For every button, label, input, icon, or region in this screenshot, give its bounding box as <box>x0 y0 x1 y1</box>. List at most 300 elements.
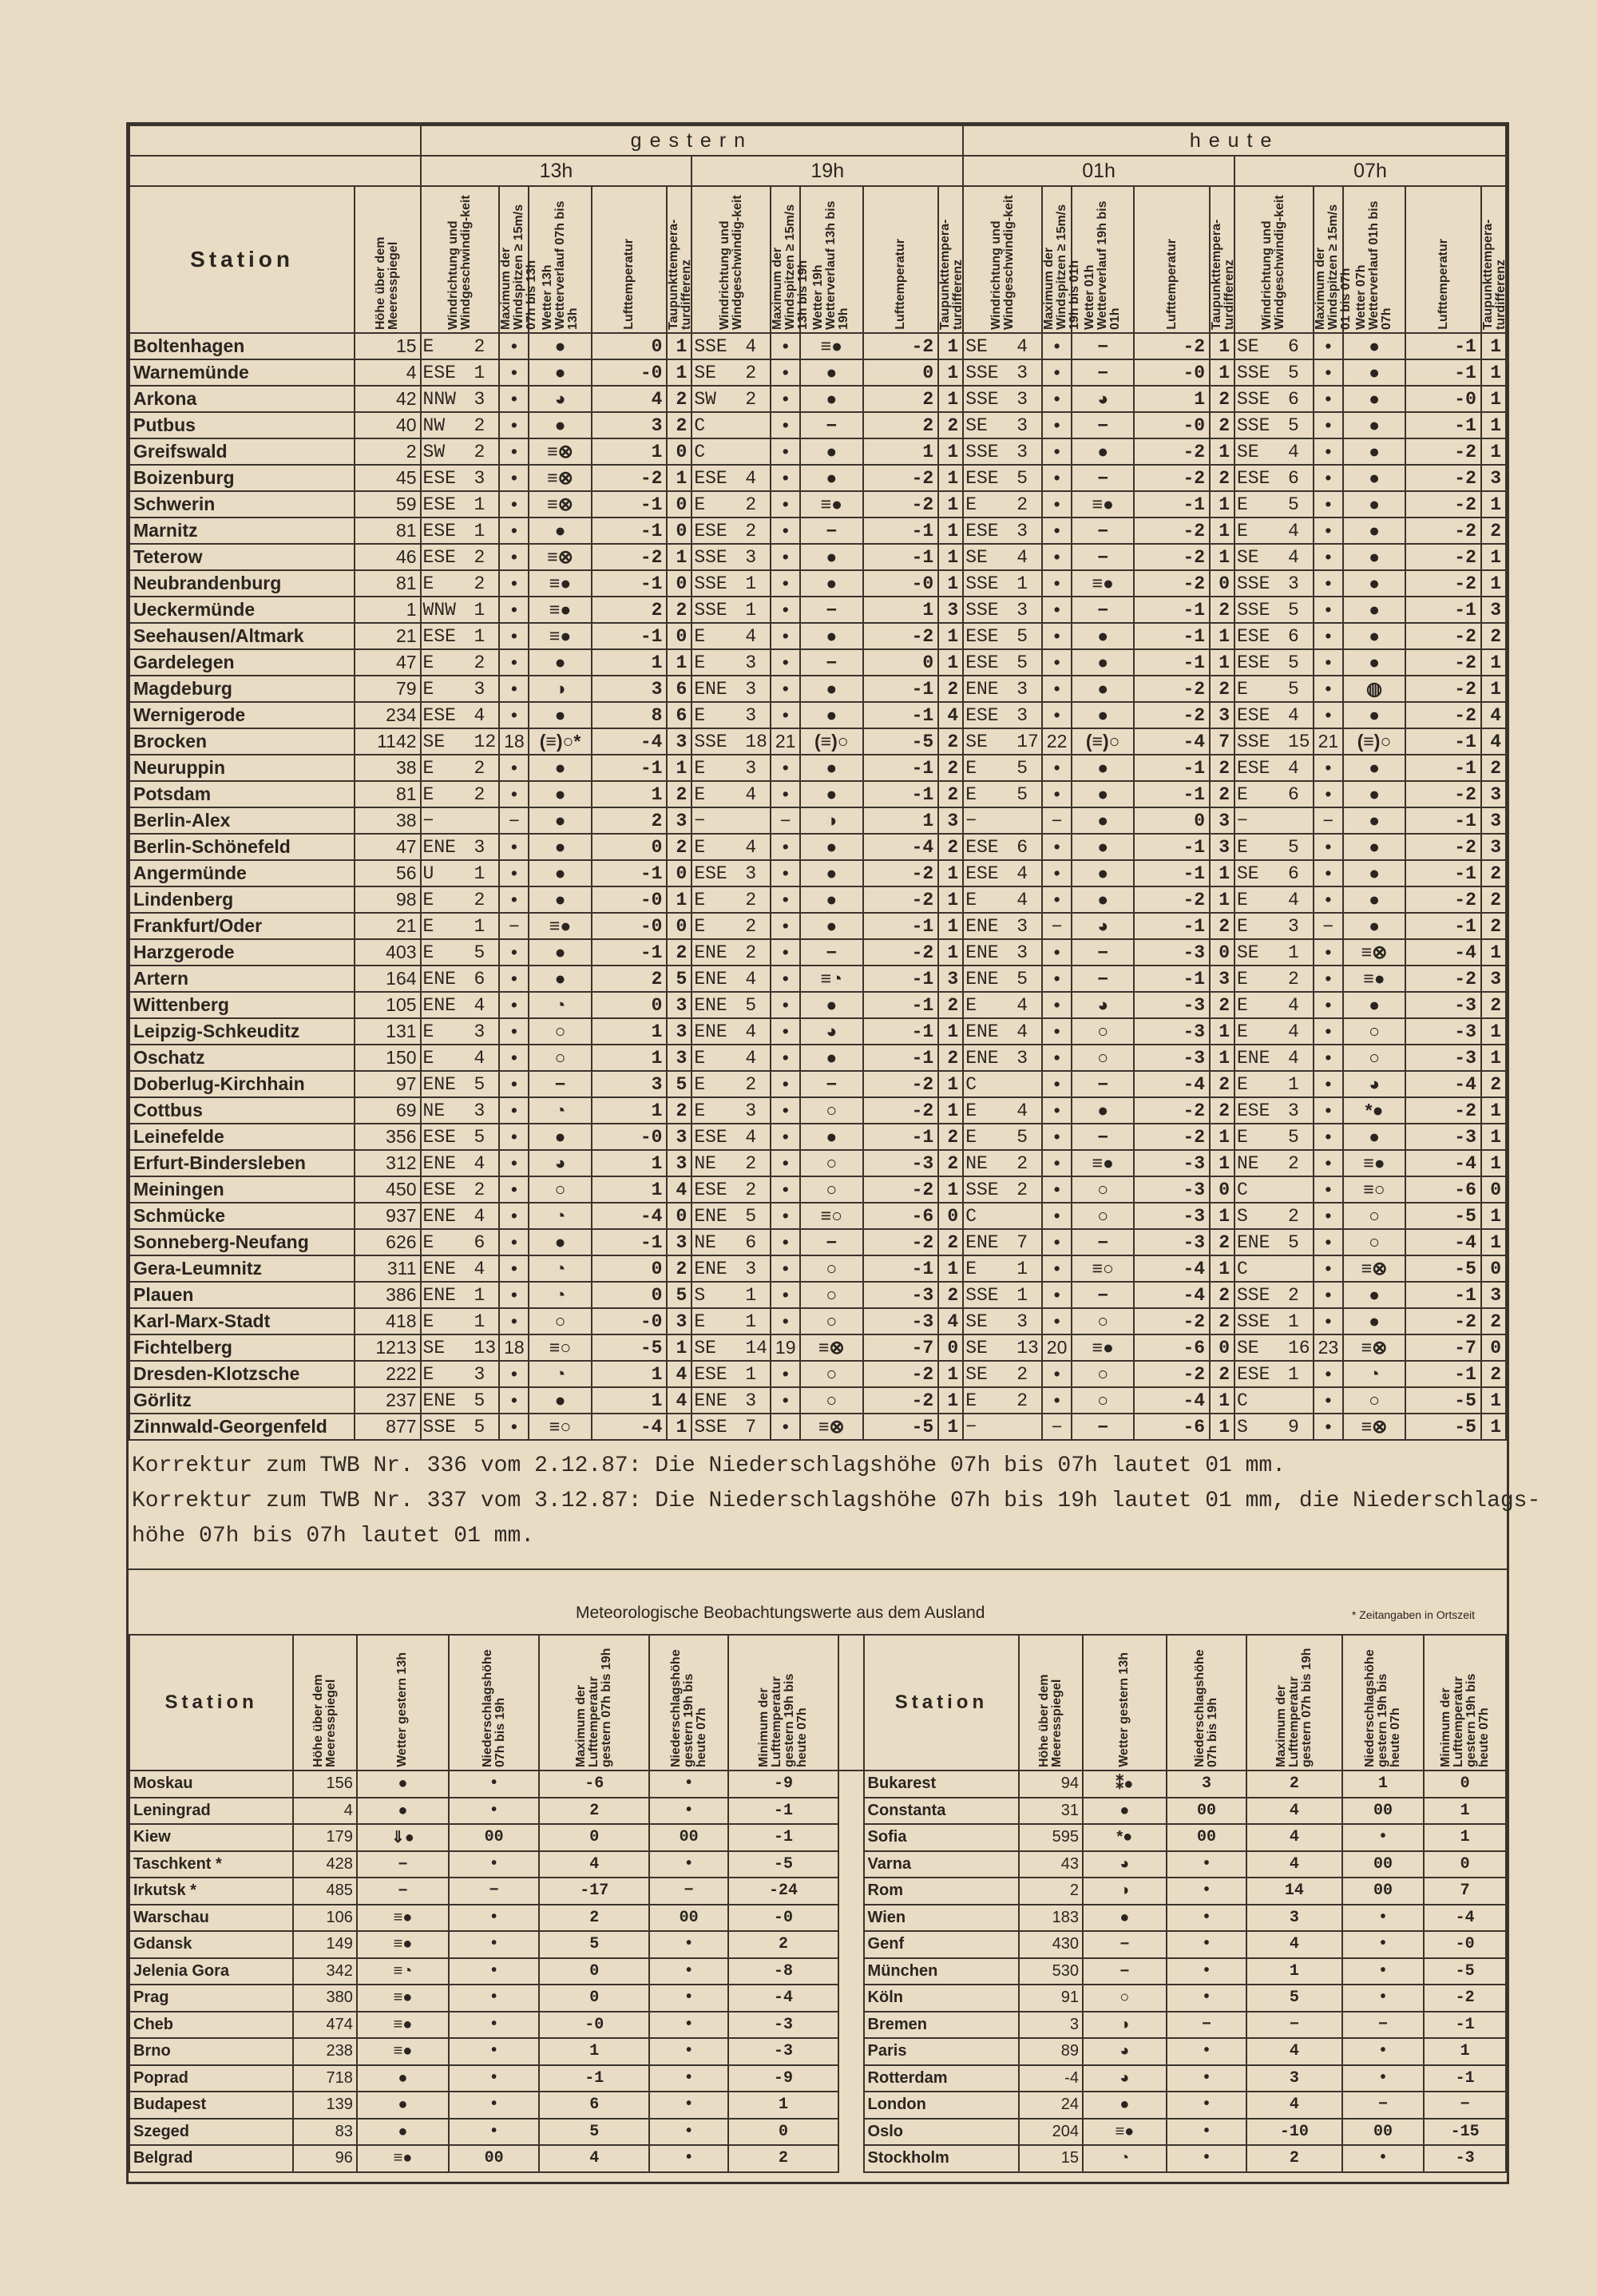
dewpoint-difference: 1 <box>938 913 963 939</box>
wind-cell <box>692 517 771 544</box>
wind-cell <box>1234 412 1314 438</box>
wind-speed: 4 <box>474 994 485 1016</box>
dewpoint-difference: 1 <box>1210 623 1234 649</box>
time-header-07h: 07h <box>1234 156 1506 186</box>
wind-cell <box>692 1150 771 1176</box>
gust-max: • <box>1042 1018 1072 1045</box>
dewpoint-difference: 2 <box>1481 886 1506 913</box>
intl-weather-symbol: ≡◔ <box>357 1958 449 1985</box>
dewpoint-difference: 0 <box>1210 1176 1234 1203</box>
wind-cell <box>421 597 500 623</box>
station-name: Berlin-Schönefeld <box>129 834 355 860</box>
column-gap <box>838 1931 863 1958</box>
gust-max: • <box>1042 860 1072 886</box>
intl-precip-day: • <box>1167 2119 1247 2146</box>
wind-direction: SSE <box>694 573 727 594</box>
dewpoint-difference: 1 <box>938 1018 963 1045</box>
gust-max: • <box>1314 1414 1343 1440</box>
intl-weather-symbol: ● <box>357 2065 449 2092</box>
weather-symbol: − <box>1072 1229 1134 1255</box>
wind-direction: ENE <box>1237 1047 1270 1069</box>
intl-precip-day: • <box>449 1931 539 1958</box>
air-temperature: -3 <box>1134 1229 1210 1255</box>
station-name: Harzgerode <box>129 939 355 966</box>
wind-speed: 2 <box>474 1179 485 1200</box>
wind-cell <box>963 1334 1042 1361</box>
air-temperature: -6 <box>1405 1176 1481 1203</box>
gust-max: • <box>771 412 800 438</box>
column-gap <box>838 1985 863 2012</box>
gust-max: • <box>771 1071 800 1097</box>
weather-symbol: ≡● <box>1072 570 1134 597</box>
wind-direction: S <box>1237 1205 1248 1227</box>
wind-cell <box>692 939 771 966</box>
wind-direction: E <box>1237 889 1248 910</box>
wind-direction: ENE <box>694 678 727 700</box>
intl-precip-day: 00 <box>1167 1824 1247 1851</box>
station-row <box>129 1387 1506 1414</box>
wind-direction: ESE <box>1237 652 1270 673</box>
intl-station-name: Brno <box>129 2038 293 2065</box>
station-height: 386 <box>355 1282 420 1308</box>
gust-max: • <box>499 1282 529 1308</box>
wind-direction: SE <box>1237 335 1259 357</box>
dewpoint-difference: 2 <box>667 939 692 966</box>
weather-symbol: ● <box>1072 781 1134 807</box>
wind-cell <box>1234 939 1314 966</box>
gust-max: • <box>1314 676 1343 702</box>
station-height: 164 <box>355 966 420 992</box>
wind-speed: 4 <box>1016 1100 1028 1121</box>
wind-cell <box>963 1097 1042 1124</box>
wind-speed: 5 <box>1288 1231 1299 1253</box>
wind-cell <box>421 623 500 649</box>
station-name: Cottbus <box>129 1097 355 1124</box>
wind-direction: E <box>694 889 706 910</box>
wind-speed: 1 <box>474 494 485 515</box>
wind-direction: ENE <box>965 942 999 963</box>
wind-cell <box>1234 1018 1314 1045</box>
air-temperature: -1 <box>1134 781 1210 807</box>
dewpoint-difference: 3 <box>1481 465 1506 491</box>
wind-direction: SSE <box>694 731 727 752</box>
intl-precip-night: • <box>649 1798 727 1825</box>
air-temperature: -2 <box>1134 1308 1210 1334</box>
dewpoint-difference: 3 <box>667 1045 692 1071</box>
dewpoint-difference: 2 <box>1210 676 1234 702</box>
wind-cell <box>1234 1334 1314 1361</box>
dewpoint-difference: 1 <box>667 544 692 570</box>
dewpoint-difference: 1 <box>1210 544 1234 570</box>
wind-cell <box>963 544 1042 570</box>
gust-max: • <box>499 1176 529 1203</box>
intl-station-name: Jelenia Gora <box>129 1958 293 1985</box>
wind-speed: 2 <box>745 1179 757 1200</box>
wind-speed: 2 <box>474 889 485 910</box>
gust-max: • <box>499 1255 529 1282</box>
wind-direction: ESE <box>422 1179 456 1200</box>
wind-speed: 4 <box>1016 994 1028 1016</box>
wind-speed: 4 <box>1016 335 1028 357</box>
station-row <box>129 966 1506 992</box>
intl-station-height: 183 <box>1019 1905 1083 1932</box>
dewpoint-difference: 2 <box>938 1045 963 1071</box>
gust-07h-header: Maximum der Windspitzen ≥ 15m/s 01 bis 07h <box>1314 186 1343 333</box>
dewpoint-difference: 2 <box>1210 1308 1234 1334</box>
wind-speed: 6 <box>1288 467 1299 489</box>
wind-speed: 6 <box>1288 862 1299 884</box>
wind-cell <box>692 834 771 860</box>
gust-max: − <box>1314 913 1343 939</box>
wind-cell <box>1234 465 1314 491</box>
gust-max: • <box>1042 676 1072 702</box>
weather-symbol: ● <box>529 807 591 834</box>
air-temperature: -2 <box>1405 491 1481 517</box>
wind-cell <box>1234 1282 1314 1308</box>
air-temperature: -2 <box>1405 570 1481 597</box>
wind-cell <box>421 333 500 359</box>
wind-speed: 1 <box>745 1363 757 1385</box>
dewpoint-difference: 2 <box>1210 1097 1234 1124</box>
gust-max: • <box>1314 544 1343 570</box>
wind-direction: E <box>694 915 706 937</box>
gust-max: • <box>499 597 529 623</box>
weather-symbol: ◑ <box>800 807 862 834</box>
dewpoint-difference: 1 <box>1481 438 1506 465</box>
wind-speed: 5 <box>474 1416 485 1437</box>
wind-speed: 2 <box>745 1152 757 1174</box>
air-temperature: -0 <box>1134 412 1210 438</box>
wind-direction: E <box>1237 520 1248 541</box>
wind-direction: ENE <box>694 1021 727 1042</box>
station-name: Gardelegen <box>129 649 355 676</box>
weather-symbol: ≡● <box>1072 1334 1134 1361</box>
wind-cell <box>421 1282 500 1308</box>
dewpoint-difference: 4 <box>667 1176 692 1203</box>
station-name: Berlin-Alex <box>129 807 355 834</box>
wind-direction: ESE <box>1237 1100 1270 1121</box>
air-temperature: -1 <box>863 517 939 544</box>
weather-symbol: ● <box>529 1229 591 1255</box>
weather-symbol: − <box>1072 359 1134 386</box>
intl-max-temp: 3 <box>1246 1905 1341 1932</box>
air-temperature: 1 <box>592 1045 668 1071</box>
wind-speed: 4 <box>1016 546 1028 568</box>
wind-speed: 2 <box>474 335 485 357</box>
dewpoint-difference: 1 <box>1481 544 1506 570</box>
dewpoint-difference: 1 <box>938 886 963 913</box>
wind-cell <box>421 1045 500 1071</box>
air-temperature: -4 <box>1405 939 1481 966</box>
station-row <box>129 438 1506 465</box>
air-temperature: -2 <box>1134 676 1210 702</box>
wind-speed: 3 <box>474 1363 485 1385</box>
gust-max: • <box>499 1045 529 1071</box>
intl-precip-night: • <box>649 2038 727 2065</box>
wind-direction: SSE <box>1237 388 1270 410</box>
dewpoint-difference: 1 <box>1481 1150 1506 1176</box>
station-name: Neuruppin <box>129 755 355 781</box>
dewpoint-difference: 1 <box>938 860 963 886</box>
wind-speed: 2 <box>474 783 485 805</box>
wind-direction: ESE <box>965 652 999 673</box>
weather-symbol: ● <box>1343 359 1405 386</box>
intl-min-temp: -3 <box>728 2012 838 2039</box>
air-temperature: -2 <box>1134 465 1210 491</box>
intl-precip-night: − <box>649 1878 727 1905</box>
wind-speed: 5 <box>1016 467 1028 489</box>
wind-direction: C <box>1237 1390 1248 1411</box>
station-row <box>129 728 1506 755</box>
intl-weather-symbol: − <box>1083 1958 1167 1985</box>
intl-min-temp: -2 <box>1424 1985 1506 2012</box>
wind-speed: 13 <box>474 1337 497 1358</box>
wind-speed: 6 <box>1288 783 1299 805</box>
dewpoint-difference: 2 <box>938 676 963 702</box>
station-name: Neubrandenburg <box>129 570 355 597</box>
dewpoint-difference: 2 <box>667 1097 692 1124</box>
weather-symbol: ◔ <box>529 992 591 1018</box>
weather-symbol: ● <box>1072 860 1134 886</box>
intl-weather-symbol: ◑ <box>1083 2012 1167 2039</box>
intl-max-temp: 4 <box>1246 1824 1341 1851</box>
wind-cell <box>1234 491 1314 517</box>
weather-symbol: ● <box>1343 649 1405 676</box>
dewpoint-difference: 1 <box>938 386 963 412</box>
dewpoint-difference: 2 <box>1481 913 1506 939</box>
weather-symbol: ● <box>800 438 862 465</box>
station-name: Leinefelde <box>129 1124 355 1150</box>
intl-weather-symbol: ≡● <box>357 1905 449 1932</box>
wind-speed: 3 <box>474 388 485 410</box>
intl-station-height: 485 <box>293 1878 357 1905</box>
wind-speed: 5 <box>1288 414 1299 436</box>
intl-precip-night: • <box>649 2092 727 2119</box>
weather-symbol: − <box>800 517 862 544</box>
intl-row <box>129 2145 1506 2172</box>
intl-station-name: Taschkent * <box>129 1851 293 1878</box>
station-name: Lindenberg <box>129 886 355 913</box>
wind-direction: E <box>1237 678 1248 700</box>
wind-cell <box>1234 517 1314 544</box>
weather-symbol: ● <box>1072 438 1134 465</box>
station-column-header: Station <box>129 186 355 333</box>
gust-max: • <box>771 1018 800 1045</box>
weather-01h-header: Wetter 01h Wetterverlauf 19h bis 01h <box>1072 186 1134 333</box>
wind-speed: 4 <box>1288 520 1299 541</box>
wind-cell <box>421 1018 500 1045</box>
dewpoint-difference: 2 <box>1210 1282 1234 1308</box>
weather-symbol: ≡⊗ <box>1343 1255 1405 1282</box>
station-height: 1213 <box>355 1334 420 1361</box>
gust-max: • <box>1042 517 1072 544</box>
dewpoint-difference: 1 <box>1210 1255 1234 1282</box>
wind-speed: 4 <box>1288 889 1299 910</box>
gust-max: • <box>771 1045 800 1071</box>
wind-direction: SSE <box>1237 731 1270 752</box>
wind-direction: ESE <box>422 546 456 568</box>
weather-symbol: ● <box>1072 755 1134 781</box>
dewpoint-difference: 1 <box>667 1414 692 1440</box>
gust-19h-header: Maximum der Windspitzen ≥ 15m/s 13h bis 19h <box>771 186 800 333</box>
dewpoint-difference: 1 <box>1481 1387 1506 1414</box>
gust-max: • <box>499 860 529 886</box>
station-height: 69 <box>355 1097 420 1124</box>
intl-max-temp: 1 <box>1246 1958 1341 1985</box>
gust-max: • <box>771 1414 800 1440</box>
station-name: Dresden-Klotzsche <box>129 1361 355 1387</box>
intl-weather-symbol: ○ <box>1083 1985 1167 2012</box>
intl-precip-day: • <box>449 1905 539 1932</box>
weather-symbol: ● <box>529 886 591 913</box>
wind-direction: ENE <box>422 1152 456 1174</box>
air-temperature: 1 <box>863 597 939 623</box>
intl-station-name: Köln <box>864 1985 1020 2012</box>
column-gap <box>838 1851 863 1878</box>
weather-symbol: ● <box>800 386 862 412</box>
wind-speed: 5 <box>1288 678 1299 700</box>
dew-07h-header: Taupunkttempera-turdifferenz <box>1481 186 1506 333</box>
wind-cell <box>692 1045 771 1071</box>
weather-symbol: ● <box>529 359 591 386</box>
gust-max: • <box>1042 597 1072 623</box>
gust-max: • <box>499 359 529 386</box>
air-temperature: -3 <box>1405 1018 1481 1045</box>
station-name: Wernigerode <box>129 702 355 728</box>
dewpoint-difference: 2 <box>938 1229 963 1255</box>
weather-symbol: ● <box>800 781 862 807</box>
air-temperature: -1 <box>1134 491 1210 517</box>
wind-direction: ENE <box>694 968 727 989</box>
domestic-table-body <box>129 333 1506 1440</box>
station-height: 59 <box>355 491 420 517</box>
dewpoint-difference: 1 <box>1210 333 1234 359</box>
wind-direction: SW <box>694 388 716 410</box>
column-gap <box>838 1958 863 1985</box>
wind-cell <box>1234 1255 1314 1282</box>
station-height: 937 <box>355 1203 420 1229</box>
gust-max: • <box>1042 438 1072 465</box>
intl-min-temp: 2 <box>728 1931 838 1958</box>
weather-symbol: (≡)○* <box>529 728 591 755</box>
wind-direction: ENE <box>965 1047 999 1069</box>
intl-weather-symbol: ◕ <box>1083 2038 1167 2065</box>
weather-symbol: ● <box>1343 623 1405 649</box>
station-name: Doberlug-Kirchhain <box>129 1071 355 1097</box>
gust-max: • <box>1042 755 1072 781</box>
weather-symbol: ◕ <box>800 1018 862 1045</box>
air-temperature: -2 <box>592 465 668 491</box>
dewpoint-difference: 0 <box>1481 1176 1506 1203</box>
weather-symbol: ● <box>1343 834 1405 860</box>
air-temperature: -1 <box>1405 913 1481 939</box>
gust-max: • <box>771 597 800 623</box>
air-temperature: -4 <box>592 1203 668 1229</box>
intl-station-height: 43 <box>1019 1851 1083 1878</box>
air-temperature: -3 <box>863 1150 939 1176</box>
air-temperature: -2 <box>863 1097 939 1124</box>
dewpoint-difference: 2 <box>667 386 692 412</box>
weather-symbol: *● <box>1343 1097 1405 1124</box>
weather-symbol: ◔ <box>529 1282 591 1308</box>
gust-max: • <box>1042 623 1072 649</box>
weather-symbol: ● <box>529 702 591 728</box>
air-temperature: -2 <box>1134 333 1210 359</box>
air-temperature: -4 <box>1134 1282 1210 1308</box>
wind-cell <box>1234 1071 1314 1097</box>
wind-speed: 6 <box>1016 836 1028 858</box>
intl-max-temp-header: Maximum der Lufttemperatur gestern 07h bis 19h <box>1246 1635 1341 1771</box>
station-height: 234 <box>355 702 420 728</box>
air-temperature: 8 <box>592 702 668 728</box>
air-temperature: 1 <box>863 807 939 834</box>
dewpoint-difference: 1 <box>1481 1045 1506 1071</box>
intl-station-height: 149 <box>293 1931 357 1958</box>
air-temperature: -5 <box>1405 1414 1481 1440</box>
gust-01h-header: Maximum der Windspitzen ≥ 15m/s 19h bis 01h <box>1042 186 1072 333</box>
weather-symbol: ≡◔ <box>800 966 862 992</box>
wind-direction: NE <box>422 1100 446 1121</box>
weather-symbol: ● <box>529 834 591 860</box>
column-gap <box>838 1771 863 1798</box>
gust-max: • <box>771 702 800 728</box>
wind-direction: ESE <box>694 1179 727 1200</box>
station-name: Leipzig-Schkeuditz <box>129 1018 355 1045</box>
gust-max: • <box>499 1414 529 1440</box>
intl-station-name: Budapest <box>129 2092 293 2119</box>
weather-13h-header: Wetter 13h Wetterverlauf 07h bis 13h <box>529 186 591 333</box>
weather-symbol: ● <box>800 860 862 886</box>
wind-speed: 1 <box>474 599 485 621</box>
weather-symbol: ○ <box>1072 1176 1134 1203</box>
wind-cell <box>1234 438 1314 465</box>
gust-max: • <box>1314 939 1343 966</box>
intl-row <box>129 2092 1506 2119</box>
station-row <box>129 1203 1506 1229</box>
dewpoint-difference: 3 <box>1210 807 1234 834</box>
gust-max: 23 <box>1314 1334 1343 1361</box>
wind-cell <box>963 1176 1042 1203</box>
weather-symbol: ● <box>1343 992 1405 1018</box>
wind-direction: ENE <box>965 915 999 937</box>
wind-cell <box>963 886 1042 913</box>
wind-direction: ENE <box>422 1390 456 1411</box>
station-row <box>129 702 1506 728</box>
intl-precip-day: • <box>449 2038 539 2065</box>
wind-cell <box>963 702 1042 728</box>
wind-cell <box>692 412 771 438</box>
gust-max: • <box>771 939 800 966</box>
wind-cell <box>692 676 771 702</box>
weather-symbol: ◔ <box>529 1203 591 1229</box>
intl-min-temp: -0 <box>728 1905 838 1932</box>
gust-max: • <box>1042 386 1072 412</box>
wind-direction: E <box>1237 783 1248 805</box>
wind-direction: SSE <box>1237 573 1270 594</box>
station-name: Schwerin <box>129 491 355 517</box>
dewpoint-difference: 1 <box>1481 939 1506 966</box>
intl-station-height: 238 <box>293 2038 357 2065</box>
wind-speed: 14 <box>745 1337 767 1358</box>
gust-max: • <box>1314 966 1343 992</box>
gust-max: • <box>1314 517 1343 544</box>
dewpoint-difference: 1 <box>1481 386 1506 412</box>
station-name: Boizenburg <box>129 465 355 491</box>
air-temperature: -2 <box>592 544 668 570</box>
intl-station-name: Gdansk <box>129 1931 293 1958</box>
dewpoint-difference: 3 <box>667 1229 692 1255</box>
intl-row <box>129 2119 1506 2146</box>
